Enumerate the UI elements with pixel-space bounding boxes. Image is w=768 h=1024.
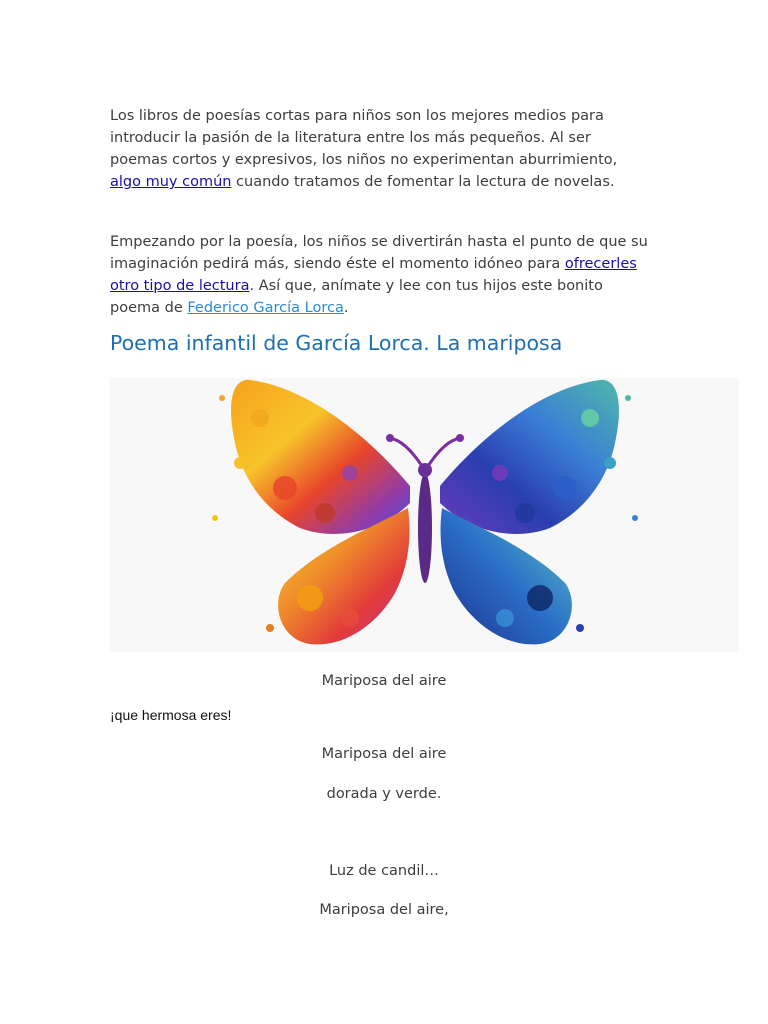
watercolor-butterfly-illustration (110, 378, 739, 652)
second-text-start: Empezando por la poesía, los niños se divertirán hasta el punto de que su imaginación pedirá más, siendo éste el momento idóneo para (110, 234, 648, 272)
second-text-end: . (343, 300, 349, 316)
garcia-lorca-link[interactable]: Federico García Lorca (187, 300, 344, 316)
poem-line-6: Mariposa del aire, (319, 902, 449, 918)
otro-tipo-lectura-link[interactable]: ofrecerles otro tipo de lectura (110, 256, 637, 294)
poem-line-3: Mariposa del aire (321, 746, 447, 762)
section-heading: Poema infantil de García Lorca. La mariposa (110, 331, 563, 355)
algo-muy-comun-link[interactable]: algo muy común (110, 174, 232, 190)
second-text-middle: . Así que, anímate y lee con tus hijos este bonito poema de (110, 278, 603, 316)
poem-line-5: Luz de candil… (329, 863, 439, 879)
poem-line-1: Mariposa del aire (321, 673, 447, 689)
butterfly-image (110, 378, 739, 652)
poem-line-2: ¡que hermosa eres! (110, 707, 232, 723)
intro-paragraph (110, 105, 650, 193)
poem-line-4: dorada y verde. (326, 786, 442, 802)
intro-text-start: Los libros de poesías cortas para niños son los mejores medios para introducir la pasión de la literatura entre los más pequeños. Al ser poemas cortos y expresivos, los niños no experimentan aburrimiento, (110, 108, 618, 168)
second-paragraph (110, 231, 650, 319)
intro-text-end: cuando tratamos de fomentar la lectura de novelas. (231, 174, 615, 190)
